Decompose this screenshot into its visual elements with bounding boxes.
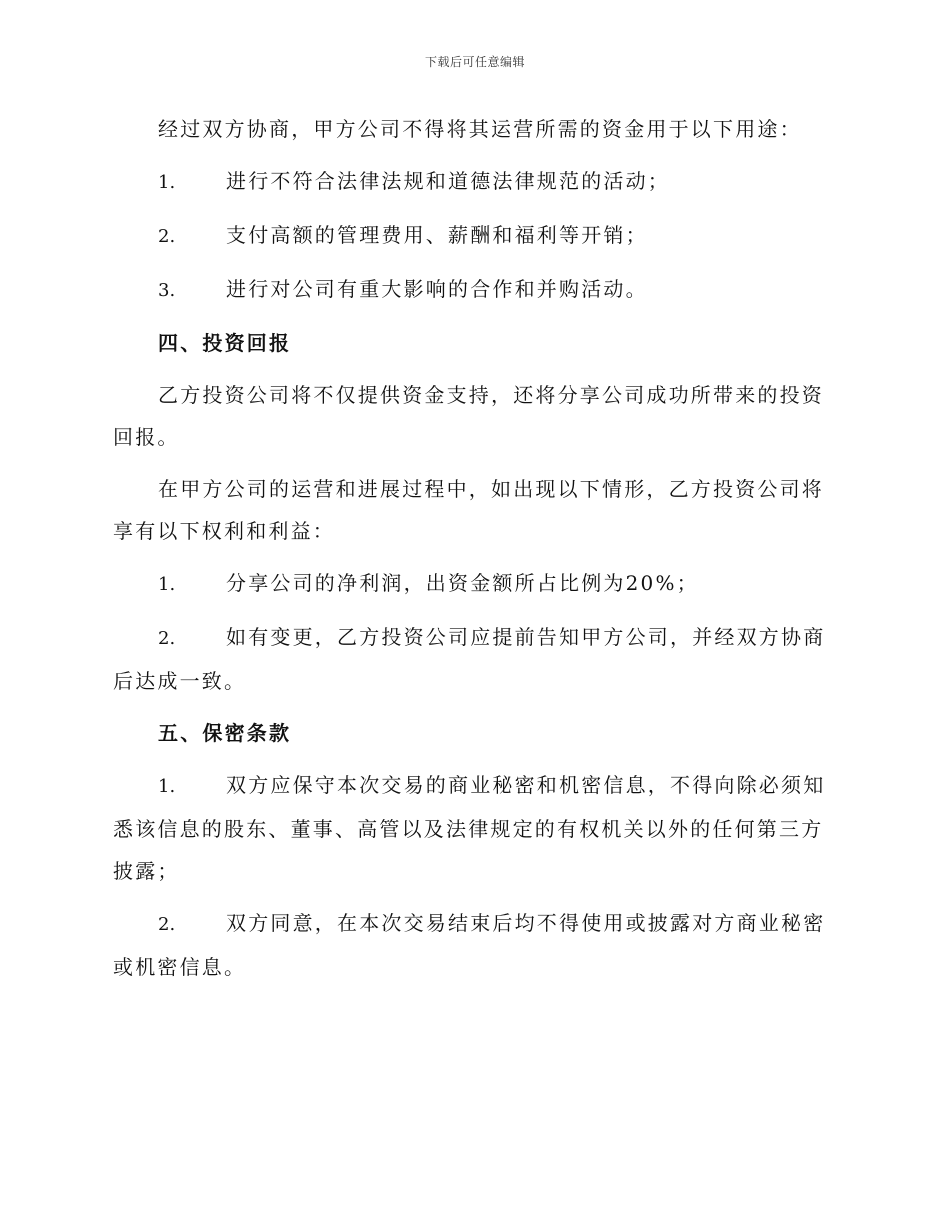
return-item xyxy=(113,616,835,702)
section-heading-investment-return: 四、投资回报 xyxy=(158,331,292,355)
confidentiality-item xyxy=(113,764,835,892)
list-text: 双方应保守本次交易的商业秘密和机密信息，不得向除必须知悉该信息的股东、董事、高管以及法律规定的有权机关以外的任何第三方披露； xyxy=(113,773,826,883)
list-text: 双方同意，在本次交易结束后均不得使用或披露对方商业秘密或机密信息。 xyxy=(113,911,826,979)
list-number: 1. xyxy=(158,172,176,193)
list-text: 进行不符合法律法规和道德法律规范的活动； xyxy=(226,169,670,193)
list-number: 1. xyxy=(158,776,176,797)
list-text: 支付高额的管理费用、薪酬和福利等开销； xyxy=(226,223,648,247)
document-body xyxy=(113,108,835,998)
section4-paragraph-2: 在甲方公司的运营和进展过程中，如出现以下情形，乙方投资公司将享有以下权利和利益： xyxy=(113,477,824,543)
return-item xyxy=(113,562,835,606)
list-text: 进行对公司有重大影响的合作和并购活动。 xyxy=(226,277,648,301)
section4-paragraph-1: 乙方投资公司将不仅提供资金支持，还将分享公司成功所带来的投资回报。 xyxy=(113,383,824,449)
restriction-item xyxy=(113,268,835,312)
list-number: 1. xyxy=(158,574,176,595)
restriction-item xyxy=(113,160,835,204)
list-text: 分享公司的净利润，出资金额所占比例为20%； xyxy=(226,571,699,595)
section-heading-confidentiality: 五、保密条款 xyxy=(158,721,292,745)
restriction-item xyxy=(113,214,835,258)
confidentiality-item xyxy=(113,902,835,988)
list-number: 2. xyxy=(158,226,176,247)
list-number: 2. xyxy=(158,914,176,935)
intro-paragraph: 经过双方协商，甲方公司不得将其运营所需的资金用于以下用途： xyxy=(158,117,802,141)
list-number: 3. xyxy=(158,280,176,301)
page-header: 下载后可任意编辑 xyxy=(424,55,525,69)
list-number: 2. xyxy=(158,628,176,649)
list-text: 如有变更，乙方投资公司应提前告知甲方公司，并经双方协商后达成一致。 xyxy=(113,625,826,693)
